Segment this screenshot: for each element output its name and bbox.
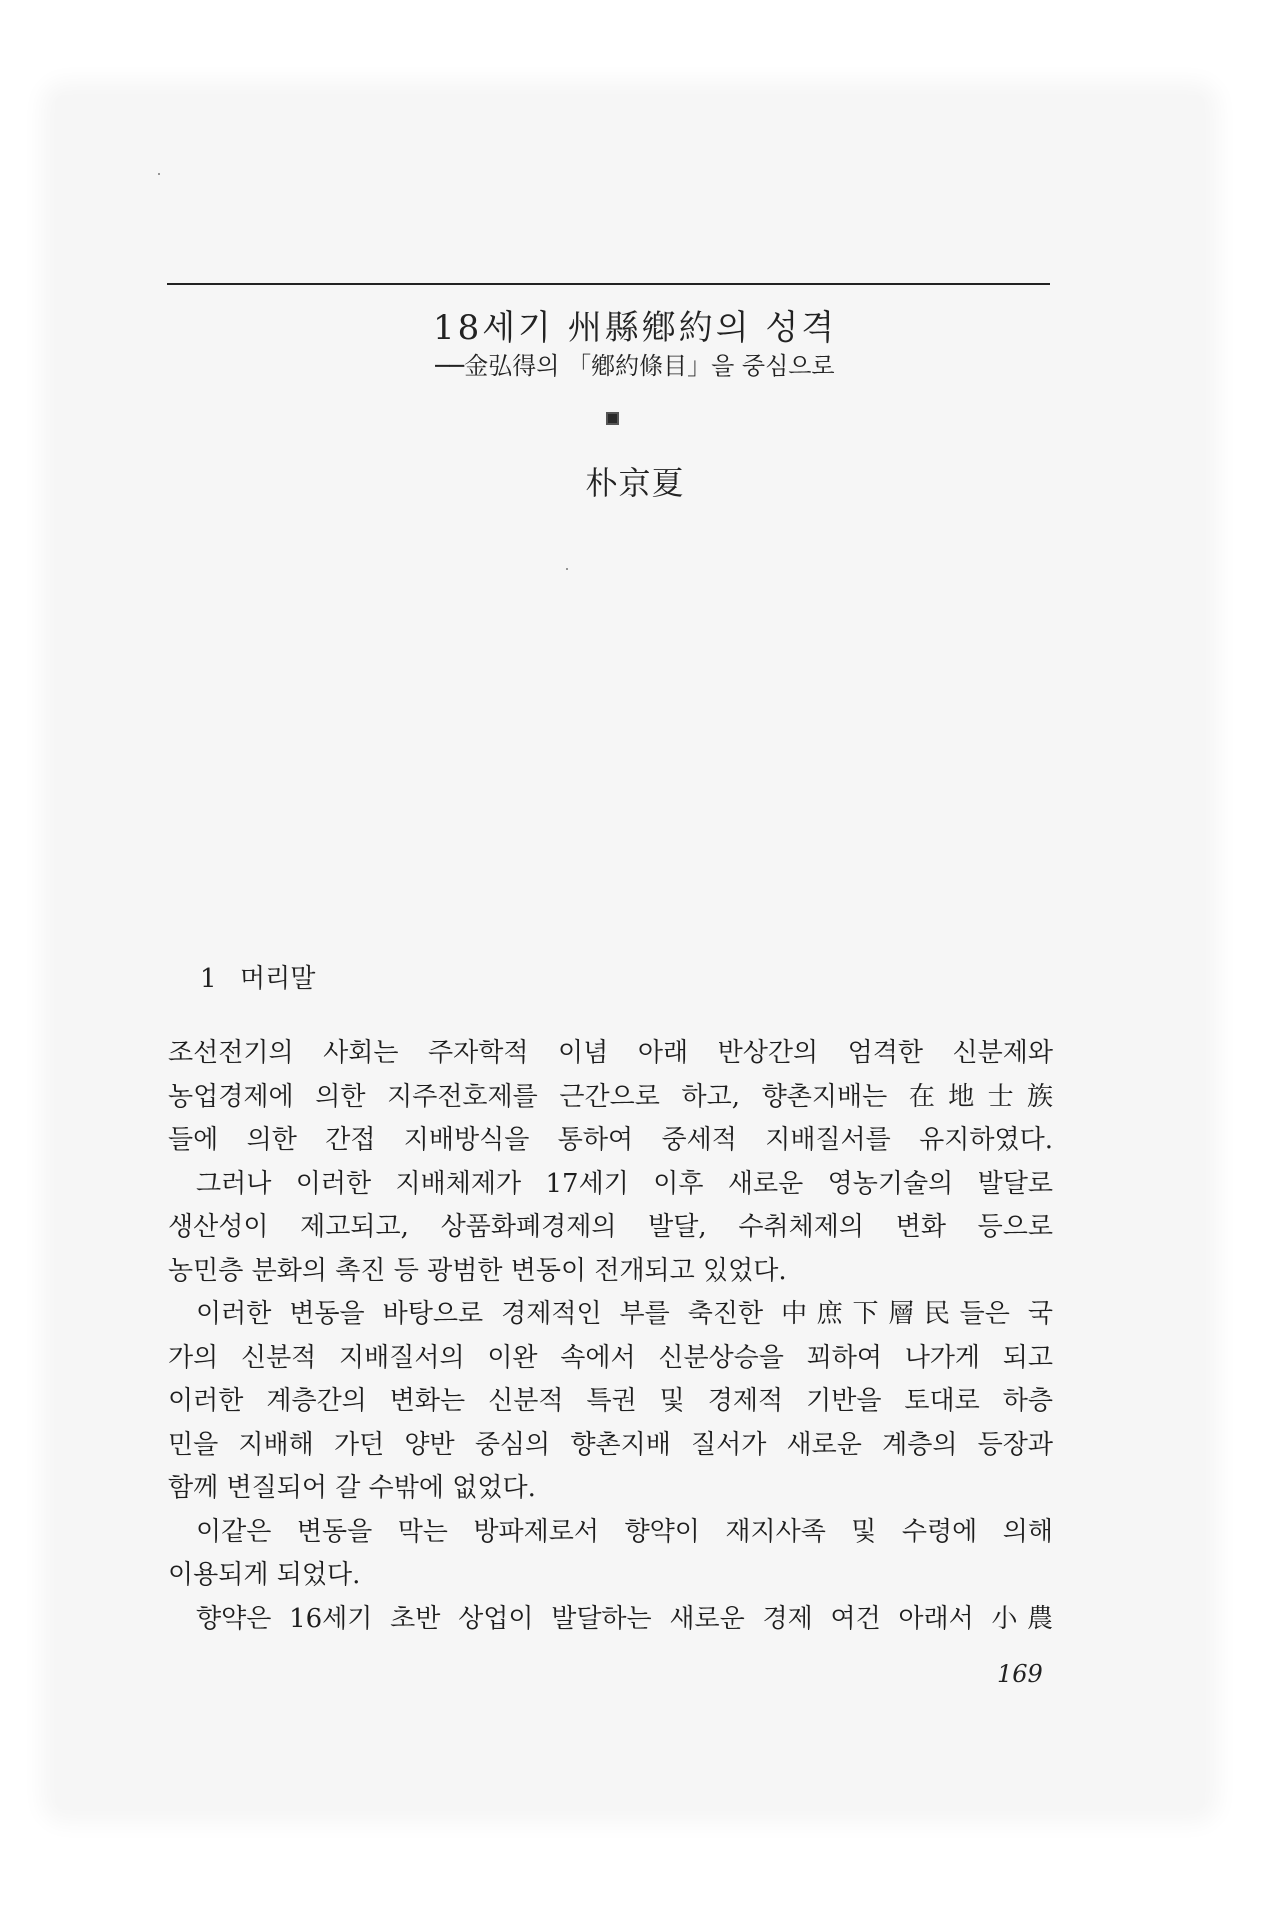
text-line: 이러한 계층간의 변화는 신분적 특권 및 경제적 기반을 토대로 하층 [168,1386,1053,1416]
text-line: 농민층 분화의 촉진 등 광범한 변동이 전개되고 있었다. [168,1255,787,1286]
text-line: 그러나 이러한 지배체제가 17세기 이후 새로운 영농기술의 발달로 [196,1168,1053,1199]
section-title: 머리말 [240,964,316,994]
text-line: 들에 의한 간접 지배방식을 통하여 중세적 지배질서를 유지하였다. [168,1125,1053,1155]
body-text [168,1032,1053,1641]
square-ornament [606,412,619,425]
article-title: 18세기 州縣鄕約의 성격 [432,308,838,348]
text-line: 향약은 16세기 초반 상업이 발달하는 새로운 경제 여건 아래서 小農 [196,1603,1053,1634]
text-line: 이같은 변동을 막는 방파제로서 향약이 재지사족 및 수령에 의해 [196,1516,1053,1547]
text-line: 민을 지배해 가던 양반 중심의 향촌지배 질서가 새로운 계층의 등장과 [168,1429,1053,1460]
page-number: 169 [997,1660,1043,1688]
text-line: 가의 신분적 지배질서의 이완 속에서 신분상승을 꾀하여 나가게 되고 [168,1342,1053,1373]
text-line: 농업경제에 의한 지주전호제를 근간으로 하고, 향촌지배는 在地士族 [168,1081,1053,1112]
text-line: 생산성이 제고되고, 상품화폐경제의 발달, 수취체제의 변화 등으로 [168,1212,1053,1242]
scan-speck [158,173,160,175]
section-number: 1 [200,964,217,994]
section-heading [200,958,315,995]
article-subtitle: ──金弘得의 「鄕約條目」을 중심으로 [435,352,835,380]
article-author: 朴京夏 [585,464,685,502]
header-rule [167,283,1050,285]
text-line: 함께 변질되어 갈 수밖에 없었다. [168,1473,536,1503]
scan-speck [566,568,568,570]
text-line: 조선전기의 사회는 주자학적 이념 아래 반상간의 엄격한 신분제와 [168,1038,1053,1068]
text-line: 이용되게 되었다. [168,1560,361,1590]
text-line: 이러한 변동을 바탕으로 경제적인 부를 축진한 中庶下層民들은 국 [196,1299,1053,1329]
